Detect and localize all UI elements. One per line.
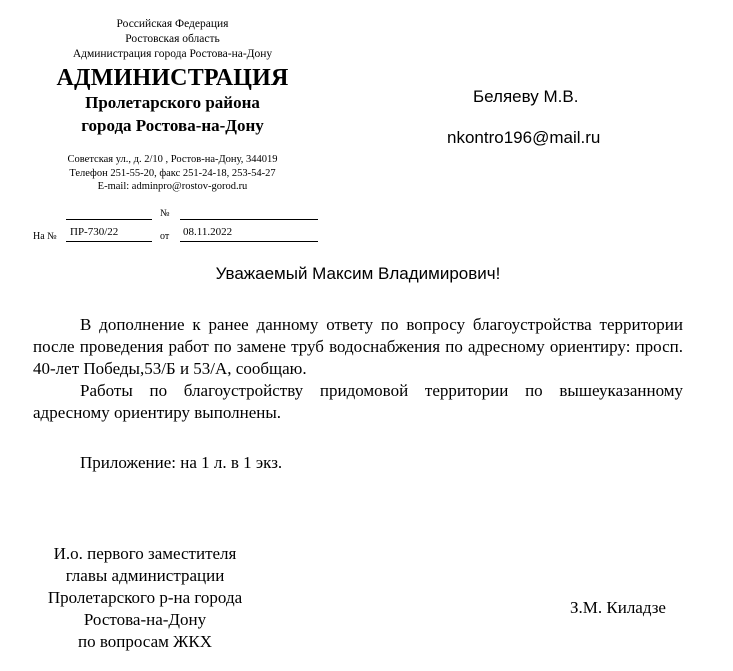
letterhead-address: Советская ул., д. 2/10 , Ростов-на-Дону, 344019 — [67, 154, 278, 165]
reg-ref-number-line — [66, 241, 152, 242]
letterhead-region: Ростовская область — [125, 33, 220, 45]
letterhead-country: Российская Федерация — [116, 18, 229, 30]
reg-number-sign: № — [160, 208, 170, 219]
letterhead-district-line1: Пролетарского района — [85, 93, 260, 112]
letter-body — [33, 314, 683, 424]
signature-position — [20, 543, 270, 653]
reg-outgoing-number-line — [66, 219, 152, 220]
reg-ref-date-line — [180, 241, 318, 242]
letterhead-email: E-mail: adminpro@rostov-gorod.ru — [97, 181, 248, 192]
signature-position-line5: по вопросам ЖКХ — [78, 632, 212, 651]
letterhead-contacts — [30, 153, 315, 194]
letterhead-phone: Телефон 251-55-20, факс 251-24-18, 253-54-27 — [69, 167, 276, 179]
signature-position-line1: И.о. первого заместителя — [53, 544, 237, 563]
letterhead-title: АДМИНИСТРАЦИЯ — [56, 65, 289, 91]
reg-outgoing-date-line — [180, 219, 318, 220]
letterhead-city-admin: Администрация города Ростова-на-Дону — [72, 48, 273, 60]
signer-name: З.М. Киладзе — [570, 598, 666, 617]
reg-na-label: На № — [33, 231, 57, 242]
addressee-name: Беляеву М.В. — [473, 87, 579, 106]
attachment-note: Приложение: на 1 л. в 1 экз. — [80, 453, 283, 472]
signature-position-line3: Пролетарского р-на города — [47, 588, 243, 607]
letterhead — [30, 17, 315, 137]
reg-ref-date: 08.11.2022 — [183, 226, 233, 238]
signature-position-line2: главы администрации — [65, 566, 225, 585]
letterhead-district-line2: города Ростова-на-Дону — [81, 116, 264, 135]
addressee-email: nkontro196@mail.ru — [447, 128, 601, 147]
reg-ref-number: ПР-730/22 — [70, 226, 119, 238]
salutation: Уважаемый Максим Владимирович! — [215, 264, 501, 283]
reg-ot-label: от — [160, 231, 170, 242]
letter-paragraph-2: Работы по благоустройству придомовой территории по вышеуказанному адресному ориентиру выполнены. — [33, 381, 683, 422]
signature-position-line4: Ростова-на-Дону — [83, 610, 207, 629]
letter-paragraph-1: В дополнение к ранее данному ответу по вопросу благоустройства территории после проведения работ по замене труб водоснабжения по адресному ориентиру: просп. 40-лет Победы,53/Б и 53/А, сообщаю. — [33, 315, 683, 378]
